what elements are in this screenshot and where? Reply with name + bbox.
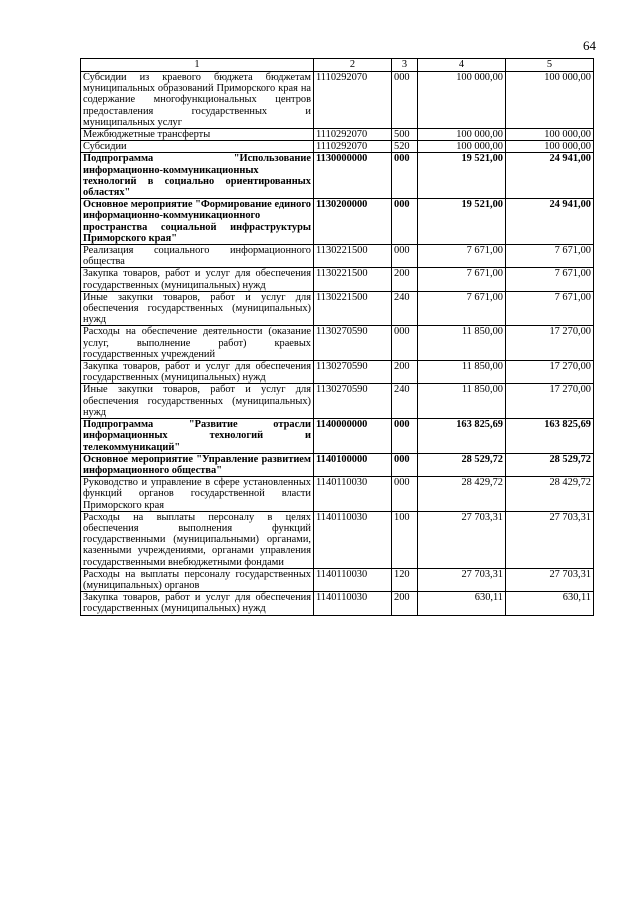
row-code-cell: 1140110030 (314, 568, 392, 591)
header-col-4: 4 (418, 59, 506, 72)
row-name-cell: Иные закупки товаров, работ и услуг для обеспечения государственных (муниципальных) нужд (81, 384, 314, 419)
row-name-cell: Расходы на выплаты персоналу в целях обеспечения выполнения функций государственными (муниципальными) органами, казенными учреждениями, органами управления государственными внебюджетными фондами (81, 511, 314, 568)
row-type-cell: 000 (392, 153, 418, 199)
row-value-1-cell: 11 850,00 (418, 384, 506, 419)
row-name-cell: Закупка товаров, работ и услуг для обеспечения государственных (муниципальных) нужд (81, 268, 314, 291)
row-value-1-cell: 7 671,00 (418, 268, 506, 291)
table-row (81, 477, 594, 512)
row-value-2-cell: 7 671,00 (506, 245, 594, 268)
row-type-cell: 000 (392, 477, 418, 512)
row-name-cell: Реализация социального информационного общества (81, 245, 314, 268)
row-value-1-cell: 27 703,31 (418, 568, 506, 591)
table-row (81, 568, 594, 591)
row-type-cell: 100 (392, 511, 418, 568)
row-value-2-cell: 27 703,31 (506, 568, 594, 591)
row-value-1-cell: 100 000,00 (418, 129, 506, 141)
table-row (81, 268, 594, 291)
row-value-1-cell: 630,11 (418, 592, 506, 615)
row-code-cell: 1110292070 (314, 141, 392, 153)
row-type-cell: 240 (392, 291, 418, 326)
row-code-cell: 1140100000 (314, 453, 392, 476)
row-value-2-cell: 28 429,72 (506, 477, 594, 512)
table-row (81, 291, 594, 326)
header-col-3: 3 (392, 59, 418, 72)
row-type-cell: 120 (392, 568, 418, 591)
row-name-cell: Межбюджетные трансферты (81, 129, 314, 141)
row-value-1-cell: 100 000,00 (418, 72, 506, 129)
row-code-cell: 1140110030 (314, 511, 392, 568)
row-type-cell: 240 (392, 384, 418, 419)
row-code-cell: 1130270590 (314, 361, 392, 384)
header-col-2: 2 (314, 59, 392, 72)
row-type-cell: 200 (392, 361, 418, 384)
row-name-cell: Иные закупки товаров, работ и услуг для обеспечения государственных (муниципальных) нужд (81, 291, 314, 326)
row-name-cell: Руководство и управление в сфере установленных функций органов государственной власти Приморского края (81, 477, 314, 512)
row-value-2-cell: 24 941,00 (506, 153, 594, 199)
row-type-cell: 000 (392, 199, 418, 245)
table-row (81, 199, 594, 245)
row-value-1-cell: 7 671,00 (418, 245, 506, 268)
row-code-cell: 1130270590 (314, 384, 392, 419)
table-body (81, 72, 594, 616)
row-type-cell: 200 (392, 592, 418, 615)
row-code-cell: 1130000000 (314, 153, 392, 199)
row-value-1-cell: 28 529,72 (418, 453, 506, 476)
row-type-cell: 520 (392, 141, 418, 153)
row-value-1-cell: 19 521,00 (418, 199, 506, 245)
row-code-cell: 1110292070 (314, 129, 392, 141)
row-type-cell: 000 (392, 245, 418, 268)
row-code-cell: 1130270590 (314, 326, 392, 361)
row-code-cell: 1130221500 (314, 268, 392, 291)
row-name-cell: Расходы на выплаты персоналу государственных (муниципальных) органов (81, 568, 314, 591)
header-col-1: 1 (81, 59, 314, 72)
row-value-1-cell: 100 000,00 (418, 141, 506, 153)
row-name-cell: Субсидии из краевого бюджета бюджетам муниципальных образований Приморского края на содержание многофункциональных центров предоставления государственных и муниципальных услуг (81, 72, 314, 129)
table-row (81, 245, 594, 268)
row-value-2-cell: 17 270,00 (506, 361, 594, 384)
row-name-cell: Подпрограмма "Использование информационно-коммуникационных технологий в социально ориентированных областях" (81, 153, 314, 199)
row-value-1-cell: 163 825,69 (418, 419, 506, 454)
row-value-1-cell: 27 703,31 (418, 511, 506, 568)
row-name-cell: Основное мероприятие "Управление развитием информационного общества" (81, 453, 314, 476)
row-value-2-cell: 7 671,00 (506, 268, 594, 291)
row-name-cell: Основное мероприятие "Формирование единого информационно-коммуникационного пространства социальной инфраструктуры Приморского края" (81, 199, 314, 245)
row-code-cell: 1110292070 (314, 72, 392, 129)
table-row (81, 419, 594, 454)
row-type-cell: 200 (392, 268, 418, 291)
row-type-cell: 500 (392, 129, 418, 141)
row-value-2-cell: 28 529,72 (506, 453, 594, 476)
row-type-cell: 000 (392, 419, 418, 454)
budget-table (80, 58, 594, 616)
row-type-cell: 000 (392, 326, 418, 361)
row-value-1-cell: 19 521,00 (418, 153, 506, 199)
row-value-2-cell: 7 671,00 (506, 291, 594, 326)
row-code-cell: 1130221500 (314, 291, 392, 326)
row-name-cell: Закупка товаров, работ и услуг для обеспечения государственных (муниципальных) нужд (81, 361, 314, 384)
row-value-2-cell: 630,11 (506, 592, 594, 615)
row-code-cell: 1140110030 (314, 592, 392, 615)
row-value-2-cell: 163 825,69 (506, 419, 594, 454)
table-row (81, 153, 594, 199)
row-name-cell: Подпрограмма "Развитие отрасли информационных технологий и телекоммуникаций" (81, 419, 314, 454)
row-name-cell: Закупка товаров, работ и услуг для обеспечения государственных (муниципальных) нужд (81, 592, 314, 615)
table-row (81, 384, 594, 419)
row-value-2-cell: 100 000,00 (506, 72, 594, 129)
row-value-1-cell: 11 850,00 (418, 361, 506, 384)
page-number: 64 (583, 38, 596, 53)
row-value-1-cell: 28 429,72 (418, 477, 506, 512)
table-row (81, 129, 594, 141)
header-row (81, 59, 594, 72)
row-code-cell: 1140110030 (314, 477, 392, 512)
row-type-cell: 000 (392, 72, 418, 129)
row-code-cell: 1140000000 (314, 419, 392, 454)
row-value-2-cell: 17 270,00 (506, 326, 594, 361)
row-value-2-cell: 17 270,00 (506, 384, 594, 419)
row-name-cell: Расходы на обеспечение деятельности (оказание услуг, выполнение работ) краевых государственных учреждений (81, 326, 314, 361)
table-row (81, 141, 594, 153)
row-type-cell: 000 (392, 453, 418, 476)
row-code-cell: 1130200000 (314, 199, 392, 245)
row-name-cell: Субсидии (81, 141, 314, 153)
header-col-5: 5 (506, 59, 594, 72)
row-value-1-cell: 11 850,00 (418, 326, 506, 361)
table-row (81, 326, 594, 361)
row-value-1-cell: 7 671,00 (418, 291, 506, 326)
row-value-2-cell: 24 941,00 (506, 199, 594, 245)
row-value-2-cell: 100 000,00 (506, 141, 594, 153)
row-value-2-cell: 27 703,31 (506, 511, 594, 568)
table-row (81, 453, 594, 476)
table-row (81, 511, 594, 568)
table-row (81, 72, 594, 129)
table-row (81, 592, 594, 615)
row-value-2-cell: 100 000,00 (506, 129, 594, 141)
table-row (81, 361, 594, 384)
row-code-cell: 1130221500 (314, 245, 392, 268)
